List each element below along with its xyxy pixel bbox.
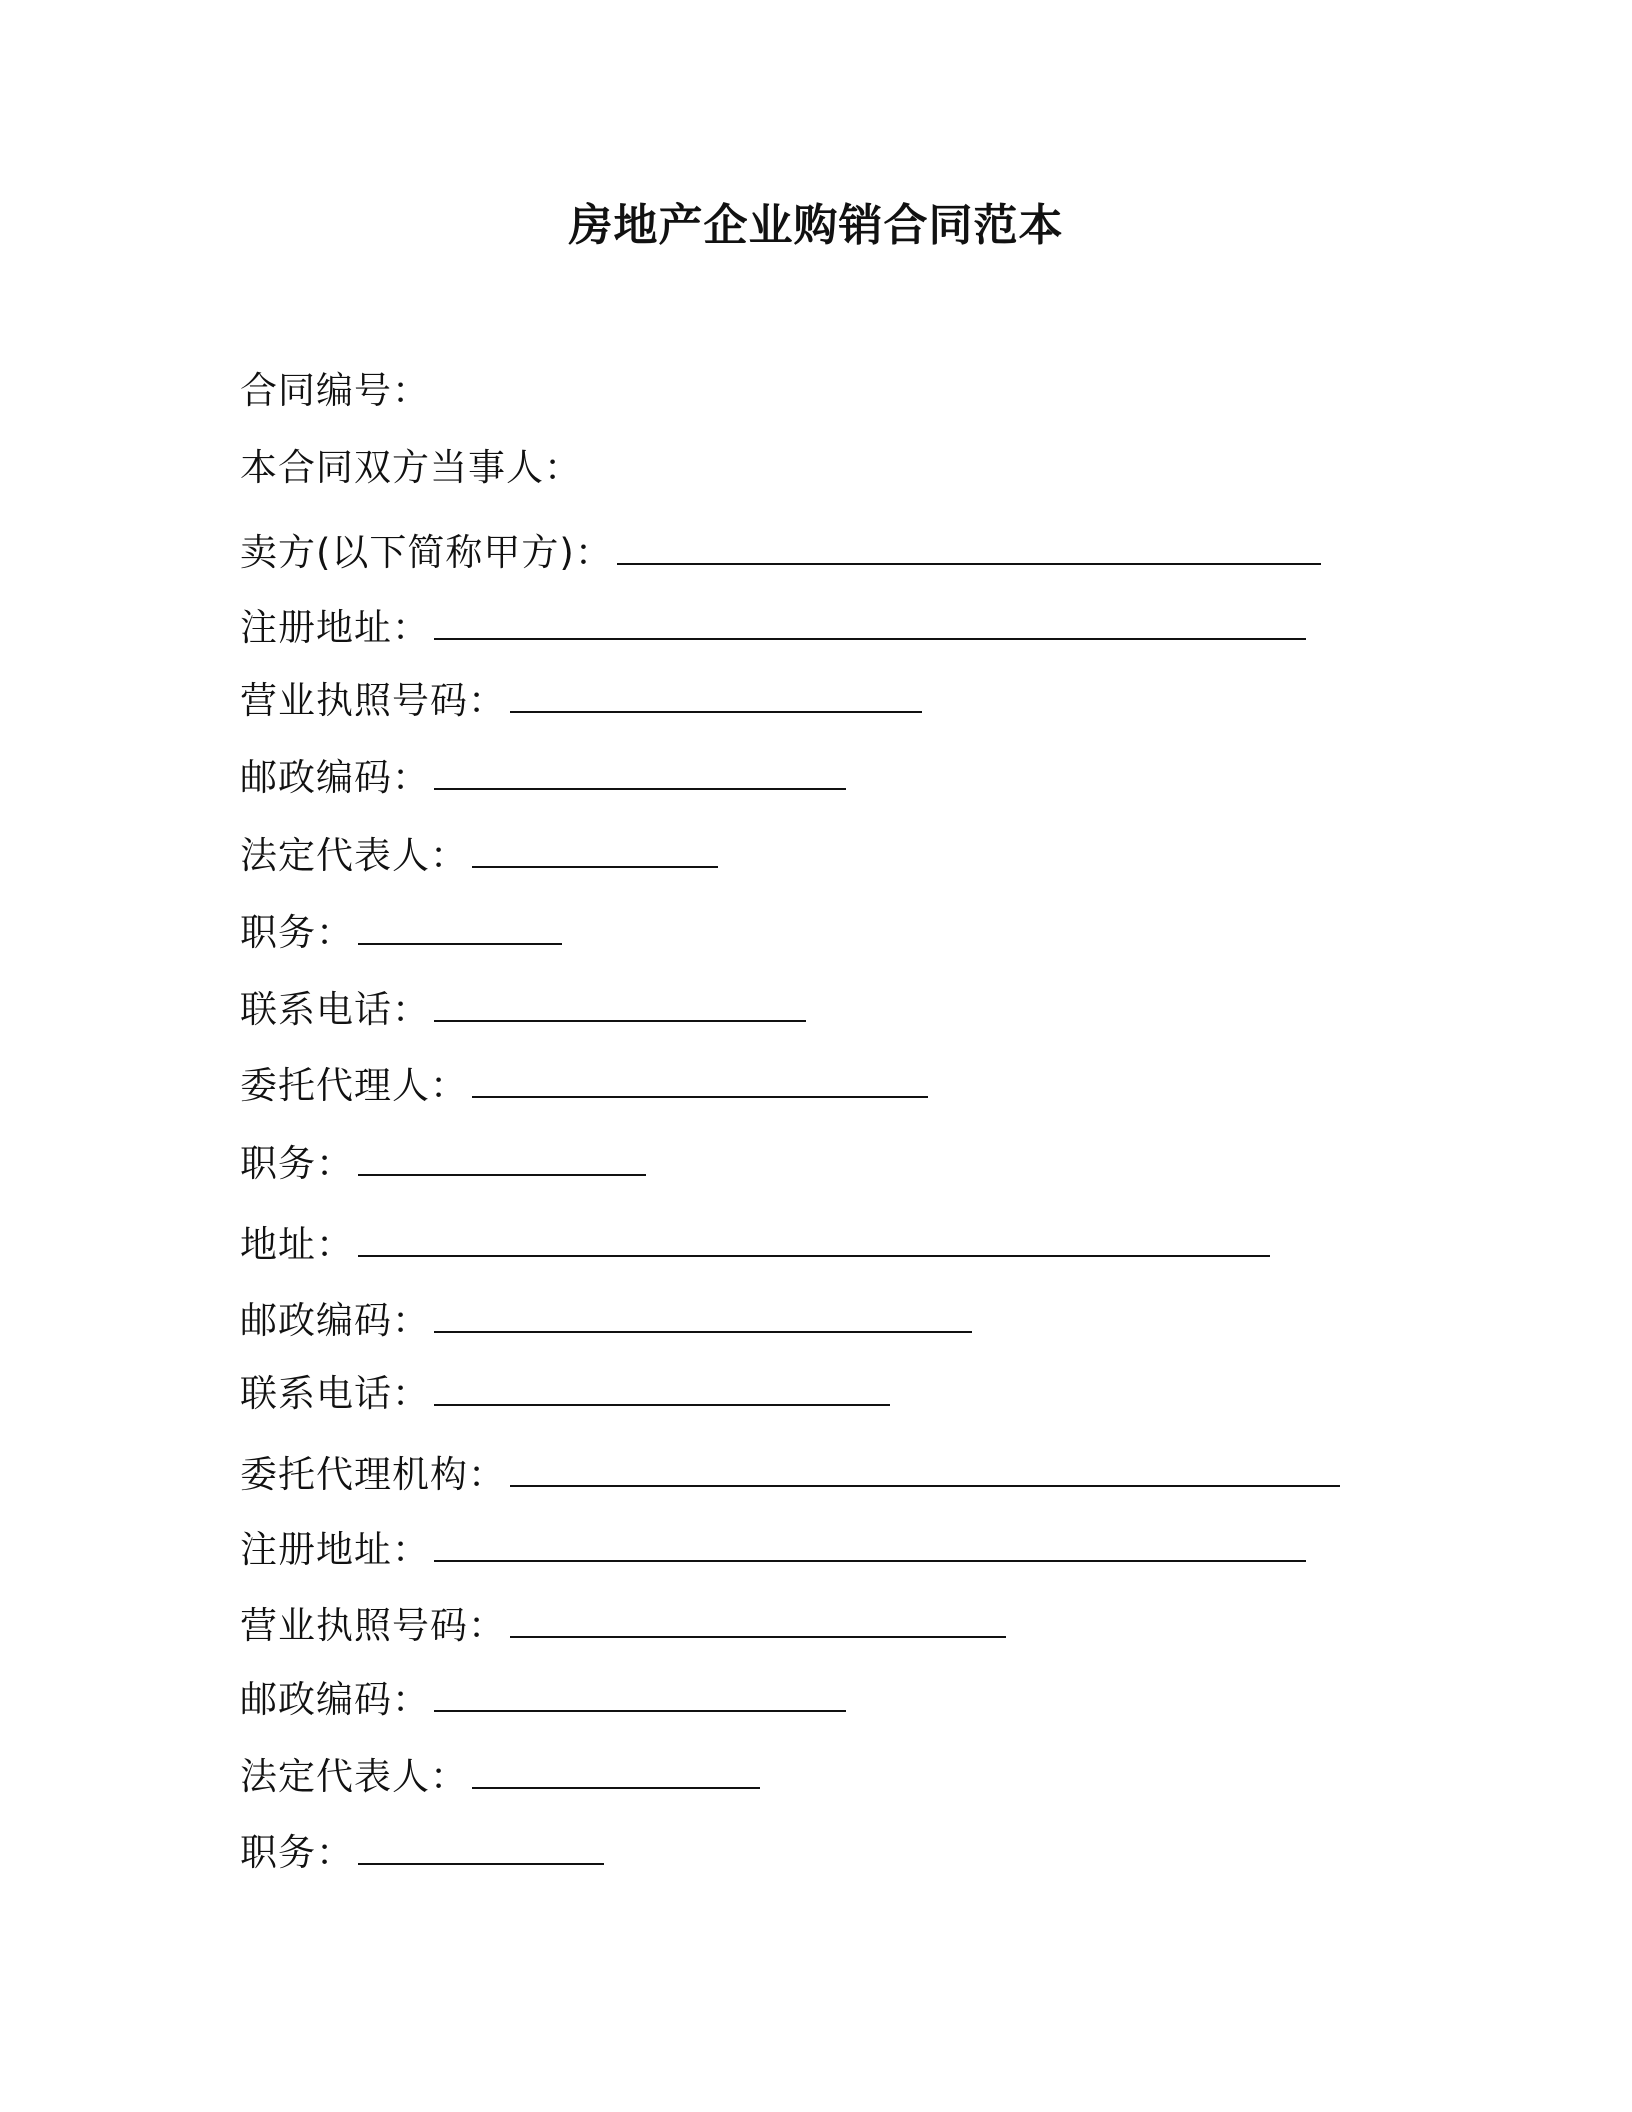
seller-address-line: [240, 600, 1306, 653]
seller-label: 卖方(以下简称甲方)：: [240, 531, 613, 574]
seller-postcode-blank[interactable]: [434, 750, 846, 790]
agency-blank[interactable]: [510, 1447, 1340, 1487]
seller-license-blank[interactable]: [510, 673, 922, 713]
agency-line: [240, 1447, 1340, 1500]
agency-legal-rep-label: 法定代表人：: [240, 1755, 468, 1798]
agent-address-blank[interactable]: [358, 1217, 1270, 1257]
agency-address-label: 注册地址：: [240, 1528, 430, 1571]
agent-address-line: [240, 1217, 1270, 1270]
agent-postcode-blank[interactable]: [434, 1293, 972, 1333]
seller-position-blank[interactable]: [358, 905, 562, 945]
seller-postcode-label: 邮政编码：: [240, 756, 430, 799]
agency-postcode-line: [240, 1672, 846, 1725]
seller-position-label: 职务：: [240, 911, 354, 954]
seller-agent-line: [240, 1058, 928, 1111]
agency-address-blank[interactable]: [434, 1522, 1306, 1562]
agency-position-line: [240, 1825, 604, 1878]
seller-legal-rep-label: 法定代表人：: [240, 834, 468, 877]
document-title: 房地产企业购销合同范本: [568, 200, 1064, 251]
agency-postcode-blank[interactable]: [434, 1672, 846, 1712]
seller-postcode-line: [240, 750, 846, 803]
agency-position-label: 职务：: [240, 1831, 354, 1874]
agent-position-blank[interactable]: [358, 1136, 646, 1176]
agency-position-blank[interactable]: [358, 1825, 604, 1865]
parties-line: [240, 443, 582, 493]
agency-license-blank[interactable]: [510, 1598, 1006, 1638]
contract-number-line: [240, 366, 430, 416]
agent-postcode-line: [240, 1293, 972, 1346]
seller-line: [240, 525, 1321, 578]
agency-license-label: 营业执照号码：: [240, 1604, 506, 1647]
parties-label: 本合同双方当事人：: [240, 446, 582, 489]
seller-address-blank[interactable]: [434, 600, 1306, 640]
agent-phone-line: [240, 1366, 890, 1419]
seller-agent-blank[interactable]: [472, 1058, 928, 1098]
seller-blank[interactable]: [617, 525, 1321, 565]
seller-phone-blank[interactable]: [434, 982, 806, 1022]
agency-label: 委托代理机构：: [240, 1453, 506, 1496]
agent-phone-label: 联系电话：: [240, 1372, 430, 1415]
seller-license-label: 营业执照号码：: [240, 679, 506, 722]
agency-legal-rep-blank[interactable]: [472, 1749, 760, 1789]
seller-legal-rep-blank[interactable]: [472, 828, 718, 868]
agent-phone-blank[interactable]: [434, 1366, 890, 1406]
agent-address-label: 地址：: [240, 1223, 354, 1266]
seller-phone-label: 联系电话：: [240, 988, 430, 1031]
agency-address-line: [240, 1522, 1306, 1575]
agency-legal-rep-line: [240, 1749, 760, 1802]
seller-legal-rep-line: [240, 828, 718, 881]
seller-position-line: [240, 905, 562, 958]
seller-license-line: [240, 673, 922, 726]
seller-agent-label: 委托代理人：: [240, 1064, 468, 1107]
agent-position-label: 职务：: [240, 1142, 354, 1185]
agent-position-line: [240, 1136, 646, 1189]
agency-postcode-label: 邮政编码：: [240, 1678, 430, 1721]
agency-license-line: [240, 1598, 1006, 1651]
seller-address-label: 注册地址：: [240, 606, 430, 649]
contract-number-label: 合同编号：: [240, 369, 430, 412]
seller-phone-line: [240, 982, 806, 1035]
agent-postcode-label: 邮政编码：: [240, 1299, 430, 1342]
